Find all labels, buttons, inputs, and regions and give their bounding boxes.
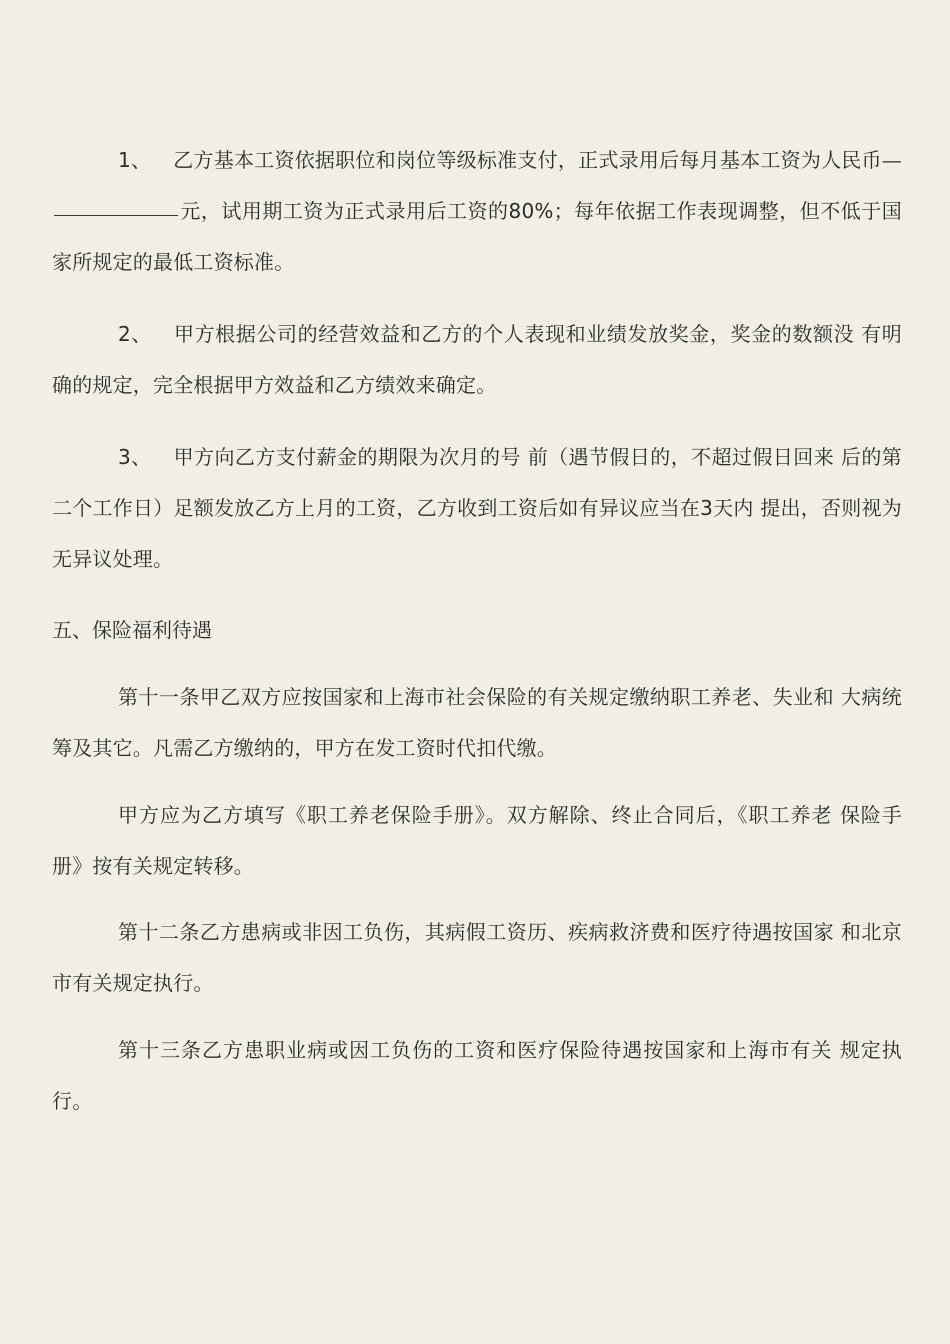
probation-percent: 80% [508,199,554,223]
clause-number: 2、 [118,322,152,346]
clause-text-part-2: 天内 提出，否则视为无异议处理。 [52,496,902,571]
clause-text-part-2: 元，试用期工资为正式录用后工资的 [180,199,509,223]
article-13: 第十三条乙方患职业病或因工负伤的工资和医疗保险待遇按国家和上海市有关 规定执行。 [52,1038,902,1113]
clause-text-part-3: ；每年依据工作表现调整，但不低于国家所规定的最低工资标准。 [52,199,903,274]
clause-text-part-1: 乙方基本工资依据职位和岗位等级标准支付，正式录用后每月基本工资为人民币— [173,148,902,172]
article-11: 第十一条甲乙双方应按国家和上海市社会保险的有关规定缴纳职工养老、失业和 大病统筹及其它。凡需乙方缴纳的，甲方在发工资时代扣代缴。 [52,685,902,760]
salary-clause-2 [52,309,902,411]
clause-text-part-1: 甲方向乙方支付薪金的期限为次月的号 前（遇节假日的，不超过假日回来 后的第二个工作日）足额发放乙方上月的工资，乙方收到工资后如有异议应当在 [52,445,902,520]
pension-handbook-paragraph: 甲方应为乙方填写《职工养老保险手册》。双方解除、终止合同后，《职工养老 保险手册》按有关规定转移。 [52,803,902,878]
clause-number: 3、 [118,445,152,469]
objection-days: 3 [700,496,714,520]
salary-amount-blank [54,197,178,216]
clause-number: 1、 [118,148,152,172]
salary-clause-3 [52,432,902,585]
section-heading: 五、保险福利待遇 [52,618,212,642]
article-12: 第十二条乙方患病或非因工负伤，其病假工资历、疾病救济费和医疗待遇按国家 和北京市有关规定执行。 [52,920,902,995]
salary-clause-1 [52,135,902,288]
clause-text: 甲方根据公司的经营效益和乙方的个人表现和业绩发放奖金，奖金的数额没 有明确的规定，完全根据甲方效益和乙方绩效来确定。 [52,322,902,397]
